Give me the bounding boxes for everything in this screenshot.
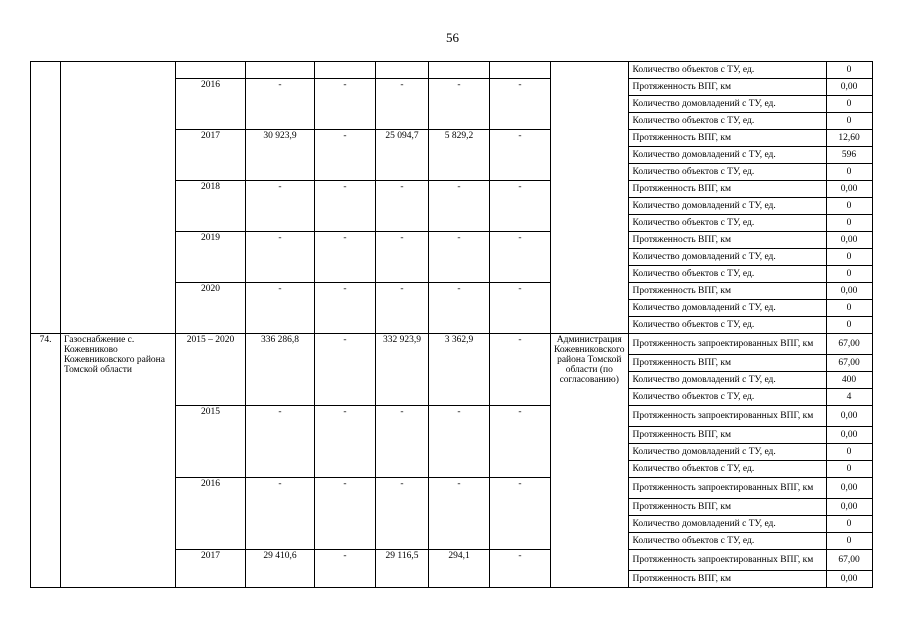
indicator-value-cell: 0 xyxy=(826,62,872,79)
indicator-cell: Протяженность ВПГ, км xyxy=(628,283,826,300)
year-cell: 2017 xyxy=(176,130,246,181)
local-cell: 3 362,9 xyxy=(429,334,490,406)
year-cell: 2016 xyxy=(176,79,246,130)
extrabudget-cell: - xyxy=(490,181,551,232)
year-cell: 2016 xyxy=(176,478,246,550)
indicator-value-cell: 0 xyxy=(826,164,872,181)
indicator-value-cell: 0 xyxy=(826,444,872,461)
indicator-value-cell: 0,00 xyxy=(826,181,872,198)
indicator-value-cell: 0,00 xyxy=(826,406,872,427)
indicator-value-cell: 0 xyxy=(826,96,872,113)
indicator-cell: Количество домовладений с ТУ, ед. xyxy=(628,147,826,164)
extrabudget-cell: - xyxy=(490,550,551,588)
total-cell: 336 286,8 xyxy=(246,334,315,406)
program-table xyxy=(30,61,873,588)
extrabudget-cell: - xyxy=(490,283,551,334)
total-cell: - xyxy=(246,79,315,130)
extrabudget-cell: - xyxy=(490,130,551,181)
indicator-value-cell: 12,60 xyxy=(826,130,872,147)
indicator-cell: Протяженность ВПГ, км xyxy=(628,232,826,249)
regional-cell: - xyxy=(376,478,429,550)
indicator-cell: Количество домовладений с ТУ, ед. xyxy=(628,372,826,389)
indicator-value-cell: 4 xyxy=(826,389,872,406)
regional-cell: 25 094,7 xyxy=(376,130,429,181)
total-cell: 30 923,9 xyxy=(246,130,315,181)
indicator-cell: Количество домовладений с ТУ, ед. xyxy=(628,300,826,317)
executor-cell: Администрация Кожевниковского района Томской области (по согласованию) xyxy=(551,334,629,588)
indicator-value-cell: 67,00 xyxy=(826,334,872,355)
indicator-cell: Количество домовладений с ТУ, ед. xyxy=(628,444,826,461)
regional-cell: - xyxy=(376,232,429,283)
indicator-cell: Протяженность запроектированных ВПГ, км xyxy=(628,478,826,499)
indicator-cell: Количество домовладений с ТУ, ед. xyxy=(628,516,826,533)
regional-cell: 332 923,9 xyxy=(376,334,429,406)
indicator-cell: Количество домовладений с ТУ, ед. xyxy=(628,96,826,113)
page-number: 56 xyxy=(446,30,459,45)
total-cell: - xyxy=(246,283,315,334)
indicator-value-cell: 0,00 xyxy=(826,571,872,588)
regional-cell: 29 116,5 xyxy=(376,550,429,588)
federal-cell: - xyxy=(315,181,376,232)
year-cell: 2019 xyxy=(176,232,246,283)
indicator-value-cell: 400 xyxy=(826,372,872,389)
regional-cell xyxy=(376,62,429,79)
indicator-cell: Протяженность ВПГ, км xyxy=(628,181,826,198)
federal-cell: - xyxy=(315,130,376,181)
local-cell: 294,1 xyxy=(429,550,490,588)
indicator-cell: Протяженность ВПГ, км xyxy=(628,499,826,516)
indicator-value-cell: 0 xyxy=(826,461,872,478)
local-cell: 5 829,2 xyxy=(429,130,490,181)
indicator-value-cell: 0,00 xyxy=(826,79,872,96)
federal-cell: - xyxy=(315,406,376,478)
indicator-value-cell: 0 xyxy=(826,300,872,317)
year-cell: 2020 xyxy=(176,283,246,334)
indicator-cell: Количество объектов с ТУ, ед. xyxy=(628,266,826,283)
indicator-value-cell: 0 xyxy=(826,266,872,283)
indicator-cell: Количество объектов с ТУ, ед. xyxy=(628,113,826,130)
item-name-cell: Газоснабжение с. Кожевниково Кожевниковского района Томской области xyxy=(61,334,176,588)
extrabudget-cell: - xyxy=(490,478,551,550)
indicator-value-cell: 67,00 xyxy=(826,355,872,372)
federal-cell: - xyxy=(315,283,376,334)
year-cell: 2015 – 2020 xyxy=(176,334,246,406)
total-cell: - xyxy=(246,478,315,550)
table-row xyxy=(31,334,873,355)
indicator-value-cell: 0,00 xyxy=(826,283,872,300)
indicator-cell: Количество объектов с ТУ, ед. xyxy=(628,317,826,334)
regional-cell: - xyxy=(376,283,429,334)
indicator-cell: Протяженность запроектированных ВПГ, км xyxy=(628,550,826,571)
indicator-cell: Количество объектов с ТУ, ед. xyxy=(628,461,826,478)
indicator-cell: Протяженность ВПГ, км xyxy=(628,130,826,147)
regional-cell: - xyxy=(376,79,429,130)
federal-cell: - xyxy=(315,550,376,588)
federal-cell: - xyxy=(315,232,376,283)
indicator-value-cell: 0,00 xyxy=(826,478,872,499)
indicator-value-cell: 0 xyxy=(826,249,872,266)
year-cell: 2017 xyxy=(176,550,246,588)
indicator-value-cell: 0 xyxy=(826,198,872,215)
local-cell xyxy=(429,62,490,79)
extrabudget-cell: - xyxy=(490,334,551,406)
local-cell: - xyxy=(429,232,490,283)
indicator-value-cell: 0 xyxy=(826,317,872,334)
indicator-value-cell: 0 xyxy=(826,516,872,533)
indicator-cell: Протяженность запроектированных ВПГ, км xyxy=(628,334,826,355)
regional-cell: - xyxy=(376,406,429,478)
local-cell: - xyxy=(429,181,490,232)
year-cell: 2015 xyxy=(176,406,246,478)
year-cell: 2018 xyxy=(176,181,246,232)
indicator-cell: Протяженность ВПГ, км xyxy=(628,571,826,588)
indicator-cell: Количество объектов с ТУ, ед. xyxy=(628,389,826,406)
local-cell: - xyxy=(429,478,490,550)
local-cell: - xyxy=(429,406,490,478)
total-cell: - xyxy=(246,406,315,478)
indicator-cell: Количество объектов с ТУ, ед. xyxy=(628,164,826,181)
indicator-cell: Количество домовладений с ТУ, ед. xyxy=(628,198,826,215)
federal-cell: - xyxy=(315,79,376,130)
executor-cell xyxy=(551,62,629,334)
indicator-cell: Количество объектов с ТУ, ед. xyxy=(628,215,826,232)
extrabudget-cell: - xyxy=(490,232,551,283)
local-cell: - xyxy=(429,79,490,130)
item-number-cell: 74. xyxy=(31,334,61,588)
extrabudget-cell: - xyxy=(490,406,551,478)
table-body xyxy=(31,62,873,588)
indicator-value-cell: 596 xyxy=(826,147,872,164)
indicator-cell: Количество домовладений с ТУ, ед. xyxy=(628,249,826,266)
indicator-cell: Протяженность ВПГ, км xyxy=(628,427,826,444)
total-cell: - xyxy=(246,181,315,232)
total-cell xyxy=(246,62,315,79)
indicator-cell: Количество объектов с ТУ, ед. xyxy=(628,62,826,79)
indicator-value-cell: 0,00 xyxy=(826,499,872,516)
indicator-cell: Количество объектов с ТУ, ед. xyxy=(628,533,826,550)
item-name-cell xyxy=(61,62,176,334)
indicator-cell: Протяженность запроектированных ВПГ, км xyxy=(628,406,826,427)
total-cell: - xyxy=(246,232,315,283)
table-row xyxy=(31,62,873,79)
total-cell: 29 410,6 xyxy=(246,550,315,588)
extrabudget-cell xyxy=(490,62,551,79)
indicator-value-cell: 0 xyxy=(826,113,872,130)
indicator-value-cell: 67,00 xyxy=(826,550,872,571)
federal-cell: - xyxy=(315,478,376,550)
indicator-value-cell: 0 xyxy=(826,215,872,232)
indicator-value-cell: 0,00 xyxy=(826,232,872,249)
indicator-value-cell: 0,00 xyxy=(826,427,872,444)
local-cell: - xyxy=(429,283,490,334)
indicator-value-cell: 0 xyxy=(826,533,872,550)
year-cell xyxy=(176,62,246,79)
indicator-cell: Протяженность ВПГ, км xyxy=(628,79,826,96)
federal-cell: - xyxy=(315,334,376,406)
regional-cell: - xyxy=(376,181,429,232)
item-number-cell xyxy=(31,62,61,334)
indicator-cell: Протяженность ВПГ, км xyxy=(628,355,826,372)
extrabudget-cell: - xyxy=(490,79,551,130)
federal-cell xyxy=(315,62,376,79)
